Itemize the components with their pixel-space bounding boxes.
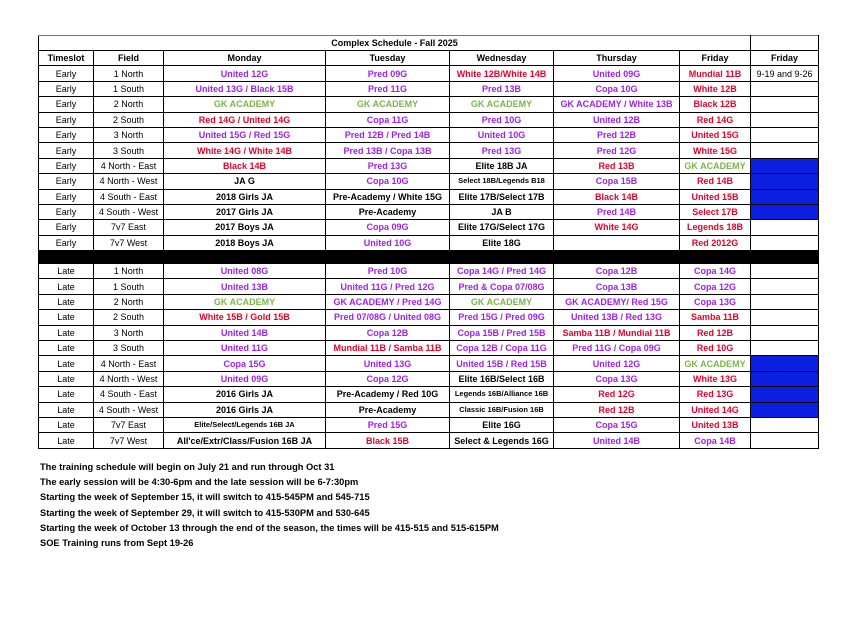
cell-fri2 [751,127,819,142]
cell-tue: Pred 09G [326,66,450,81]
cell-fri: Copa 14G [680,264,751,279]
header-field: Field [94,51,164,66]
cell-wed: Elite 18G [450,235,554,250]
cell-wed: GK ACADEMY [450,97,554,112]
cell-mon: 2018 Boys JA [164,235,326,250]
cell-thu: United 14B [554,433,680,448]
separator-cell [554,251,680,264]
field-cell: 2 South [94,112,164,127]
cell-wed: Pred 10G [450,112,554,127]
separator-cell [326,251,450,264]
schedule-row [39,279,819,294]
cell-fri: Red 12B [680,325,751,340]
cell-tue: Pre-Academy [326,204,450,219]
cell-thu: Red 13B [554,158,680,173]
cell-thu: Samba 11B / Mundial 11B [554,325,680,340]
cell-thu: GK ACADEMY/ Red 15G [554,294,680,309]
field-cell: 4 South - West [94,204,164,219]
cell-fri: Copa 13G [680,294,751,309]
header-thursday: Thursday [554,51,680,66]
cell-mon: United 08G [164,264,326,279]
cell-wed: Elite 16G [450,417,554,432]
cell-wed: JA B [450,204,554,219]
cell-mon: Black 14B [164,158,326,173]
cell-tue: Pre-Academy / Red 10G [326,387,450,402]
timeslot-cell: Late [39,356,94,371]
field-cell: 4 South - West [94,402,164,417]
timeslot-cell: Early [39,235,94,250]
separator-cell [450,251,554,264]
cell-fri: United 13B [680,417,751,432]
title-spacer [751,36,819,51]
cell-wed: United 15B / Red 15B [450,356,554,371]
cell-fri: Copa 14B [680,433,751,448]
cell-mon: Elite/Select/Legends 16B JA [164,417,326,432]
schedule-row [39,143,819,158]
cell-mon: White 14G / White 14B [164,143,326,158]
cell-fri2 [751,341,819,356]
cell-wed: White 12B/White 14B [450,66,554,81]
timeslot-cell: Late [39,279,94,294]
note-line: Starting the week of September 15, it will switch to 415-545PM and 545-715 [40,492,370,503]
note-line: SOE Training runs from Sept 19-26 [40,538,194,549]
field-cell: 1 South [94,279,164,294]
header-row [39,51,819,66]
cell-wed: Elite 17G/Select 17G [450,220,554,235]
cell-tue: Pred 07/08G / United 08G [326,310,450,325]
schedule-row [39,97,819,112]
field-cell: 4 North - West [94,174,164,189]
field-cell: 4 North - East [94,356,164,371]
separator-cell [39,251,94,264]
cell-wed: Pred & Copa 07/08G [450,279,554,294]
field-cell: 7v7 West [94,433,164,448]
cell-fri2: SOE [751,189,819,204]
cell-wed: Copa 12B / Copa 11G [450,341,554,356]
note-line: The early session will be 4:30-6pm and the late session will be 6-7:30pm [40,477,359,488]
schedule-row [39,112,819,127]
cell-thu: Black 14B [554,189,680,204]
separator-cell [680,251,751,264]
cell-fri2 [751,433,819,448]
field-cell: 4 North - West [94,371,164,386]
timeslot-cell: Early [39,66,94,81]
timeslot-cell: Early [39,174,94,189]
schedule-row [39,402,819,417]
cell-fri2 [751,97,819,112]
cell-fri: Mundial 11B [680,66,751,81]
schedule-row [39,158,819,173]
schedule-row [39,325,819,340]
cell-fri2: SOE [751,402,819,417]
cell-tue: GK ACADEMY / Pred 14G [326,294,450,309]
cell-mon: United 15G / Red 15G [164,127,326,142]
schedule-row [39,387,819,402]
cell-tue: Pred 15G [326,417,450,432]
cell-fri2 [751,325,819,340]
cell-wed: Elite 18B JA [450,158,554,173]
timeslot-cell: Early [39,189,94,204]
cell-tue: GK ACADEMY [326,97,450,112]
schedule-row [39,66,819,81]
cell-thu: White 14G [554,220,680,235]
cell-fri: White 13G [680,371,751,386]
title-row [39,36,819,51]
header-timeslot: Timeslot [39,51,94,66]
timeslot-cell: Early [39,81,94,96]
timeslot-cell: Late [39,341,94,356]
cell-wed: Pred 15G / Pred 09G [450,310,554,325]
cell-mon: United 13G / Black 15B [164,81,326,96]
header-friday: Friday [680,51,751,66]
note-line: Starting the week of September 29, it will switch to 415-530PM and 530-645 [40,507,370,518]
cell-tue: Black 15B [326,433,450,448]
cell-fri: Samba 11B [680,310,751,325]
cell-wed: Pred 13B [450,81,554,96]
cell-fri2 [751,264,819,279]
schedule-row [39,356,819,371]
cell-fri2: SOE [751,174,819,189]
schedule-table [38,35,819,449]
cell-fri2: SOE [751,371,819,386]
cell-mon: JA G [164,174,326,189]
cell-fri2 [751,294,819,309]
cell-tue: United 10G [326,235,450,250]
schedule-row [39,204,819,219]
cell-fri: Black 12B [680,97,751,112]
cell-mon: United 11G [164,341,326,356]
cell-thu: Copa 13B [554,279,680,294]
field-cell: 2 South [94,310,164,325]
session-separator [39,251,819,264]
field-cell: 1 North [94,264,164,279]
cell-mon: Red 14G / United 14G [164,112,326,127]
cell-fri2 [751,112,819,127]
timeslot-cell: Late [39,387,94,402]
timeslot-cell: Early [39,127,94,142]
cell-fri2 [751,81,819,96]
timeslot-cell: Late [39,310,94,325]
cell-fri: United 14G [680,402,751,417]
cell-fri: Red 14B [680,174,751,189]
field-cell: 7v7 East [94,417,164,432]
cell-thu: United 12B [554,112,680,127]
field-cell: 3 North [94,127,164,142]
cell-tue: Pre-Academy / White 15G [326,189,450,204]
field-cell: 2 North [94,294,164,309]
schedule-row [39,310,819,325]
cell-fri: Red 13G [680,387,751,402]
cell-thu: Red 12G [554,387,680,402]
header-tuesday: Tuesday [326,51,450,66]
schedule-row [39,81,819,96]
cell-mon: United 09G [164,371,326,386]
cell-fri: Select 17B [680,204,751,219]
separator-cell [94,251,164,264]
schedule-row [39,264,819,279]
field-cell: 4 South - East [94,189,164,204]
cell-wed: Copa 15B / Pred 15B [450,325,554,340]
cell-wed: Select & Legends 16G [450,433,554,448]
timeslot-cell: Late [39,417,94,432]
cell-thu: GK ACADEMY / White 13B [554,97,680,112]
cell-fri2 [751,235,819,250]
cell-fri2 [751,220,819,235]
cell-fri: White 15G [680,143,751,158]
cell-fri: Red 14G [680,112,751,127]
cell-mon: 2018 Girls JA [164,189,326,204]
timeslot-cell: Late [39,325,94,340]
header-friday-soe: Friday [751,51,819,66]
cell-fri2: SOE [751,387,819,402]
timeslot-cell: Late [39,402,94,417]
cell-mon: United 13B [164,279,326,294]
cell-fri2 [751,279,819,294]
cell-tue: Copa 12B [326,325,450,340]
cell-fri: GK ACADEMY [680,158,751,173]
cell-fri2: SOE [751,158,819,173]
timeslot-cell: Late [39,371,94,386]
cell-mon: 2016 Girls JA [164,402,326,417]
cell-mon: GK ACADEMY [164,97,326,112]
cell-thu [554,235,680,250]
cell-mon: All'ce/Extr/Class/Fusion 16B JA [164,433,326,448]
cell-fri: Copa 12G [680,279,751,294]
cell-tue: United 13G [326,356,450,371]
cell-thu: Copa 13G [554,371,680,386]
cell-wed: Elite 16B/Select 16B [450,371,554,386]
cell-tue: Copa 09G [326,220,450,235]
cell-fri2 [751,417,819,432]
timeslot-cell: Early [39,97,94,112]
cell-thu: Copa 12B [554,264,680,279]
cell-thu: Copa 10G [554,81,680,96]
cell-wed: Copa 14G / Pred 14G [450,264,554,279]
cell-wed: Legends 16B/Alliance 16B [450,387,554,402]
schedule-row [39,174,819,189]
field-cell: 3 South [94,143,164,158]
separator-cell [751,251,819,264]
schedule-notes [40,460,499,551]
field-cell: 3 South [94,341,164,356]
cell-tue: Copa 10G [326,174,450,189]
cell-wed: Classic 16B/Fusion 16B [450,402,554,417]
cell-thu: Copa 15G [554,417,680,432]
field-cell: 4 South - East [94,387,164,402]
cell-thu: Copa 15B [554,174,680,189]
cell-wed: Pred 13G [450,143,554,158]
cell-tue: Pred 12B / Pred 14B [326,127,450,142]
field-cell: 1 South [94,81,164,96]
cell-thu: Pred 12G [554,143,680,158]
cell-thu: Red 12B [554,402,680,417]
cell-wed: United 10G [450,127,554,142]
cell-thu: Pred 12B [554,127,680,142]
cell-thu: United 13B / Red 13G [554,310,680,325]
timeslot-cell: Early [39,158,94,173]
cell-mon: United 14B [164,325,326,340]
cell-wed: Elite 17B/Select 17B [450,189,554,204]
field-cell: 1 North [94,66,164,81]
cell-tue: Pre-Academy [326,402,450,417]
cell-tue: Pred 13G [326,158,450,173]
cell-tue: United 11G / Pred 12G [326,279,450,294]
cell-mon: GK ACADEMY [164,294,326,309]
cell-fri: Legends 18B [680,220,751,235]
schedule-row [39,371,819,386]
schedule-row [39,127,819,142]
cell-mon: 2017 Girls JA [164,204,326,219]
cell-mon: 2016 Girls JA [164,387,326,402]
timeslot-cell: Early [39,204,94,219]
schedule-row [39,433,819,448]
cell-fri2 [751,310,819,325]
field-cell: 7v7 West [94,235,164,250]
cell-tue: Copa 12G [326,371,450,386]
schedule-row [39,341,819,356]
cell-tue: Pred 11G [326,81,450,96]
cell-mon: White 15B / Gold 15B [164,310,326,325]
cell-fri2: 9-19 and 9-26 [751,66,819,81]
cell-mon: United 12G [164,66,326,81]
timeslot-cell: Late [39,264,94,279]
cell-fri: United 15G [680,127,751,142]
cell-fri2: SOE [751,356,819,371]
cell-tue: Pred 10G [326,264,450,279]
cell-thu: United 12G [554,356,680,371]
cell-mon: 2017 Boys JA [164,220,326,235]
field-cell: 7v7 East [94,220,164,235]
cell-wed: Select 18B/Legends B18 [450,174,554,189]
schedule-row [39,235,819,250]
header-monday: Monday [164,51,326,66]
cell-fri: Red 2012G [680,235,751,250]
cell-mon: Copa 15G [164,356,326,371]
field-cell: 2 North [94,97,164,112]
field-cell: 4 North - East [94,158,164,173]
cell-thu: United 09G [554,66,680,81]
timeslot-cell: Early [39,220,94,235]
note-line: Starting the week of October 13 through the end of the season, the times will be 415-515 and 515-615PM [40,522,499,533]
field-cell: 3 North [94,325,164,340]
cell-fri2: SOE [751,204,819,219]
schedule-row [39,417,819,432]
timeslot-cell: Late [39,433,94,448]
sheet-title: Complex Schedule - Fall 2025 [39,36,751,51]
timeslot-cell: Early [39,143,94,158]
schedule-row [39,294,819,309]
schedule-row [39,220,819,235]
cell-fri: White 12B [680,81,751,96]
note-line: The training schedule will begin on July 21 and run through Oct 31 [40,462,335,472]
cell-thu: Pred 14B [554,204,680,219]
separator-cell [164,251,326,264]
schedule-row [39,189,819,204]
cell-tue: Mundial 11B / Samba 11B [326,341,450,356]
cell-fri: Red 10G [680,341,751,356]
cell-fri: United 15B [680,189,751,204]
timeslot-cell: Late [39,294,94,309]
cell-fri: GK ACADEMY [680,356,751,371]
cell-tue: Copa 11G [326,112,450,127]
timeslot-cell: Early [39,112,94,127]
cell-wed: GK ACADEMY [450,294,554,309]
cell-fri2 [751,143,819,158]
header-wednesday: Wednesday [450,51,554,66]
schedule-sheet [38,35,819,449]
cell-thu: Pred 11G / Copa 09G [554,341,680,356]
cell-tue: Pred 13B / Copa 13B [326,143,450,158]
